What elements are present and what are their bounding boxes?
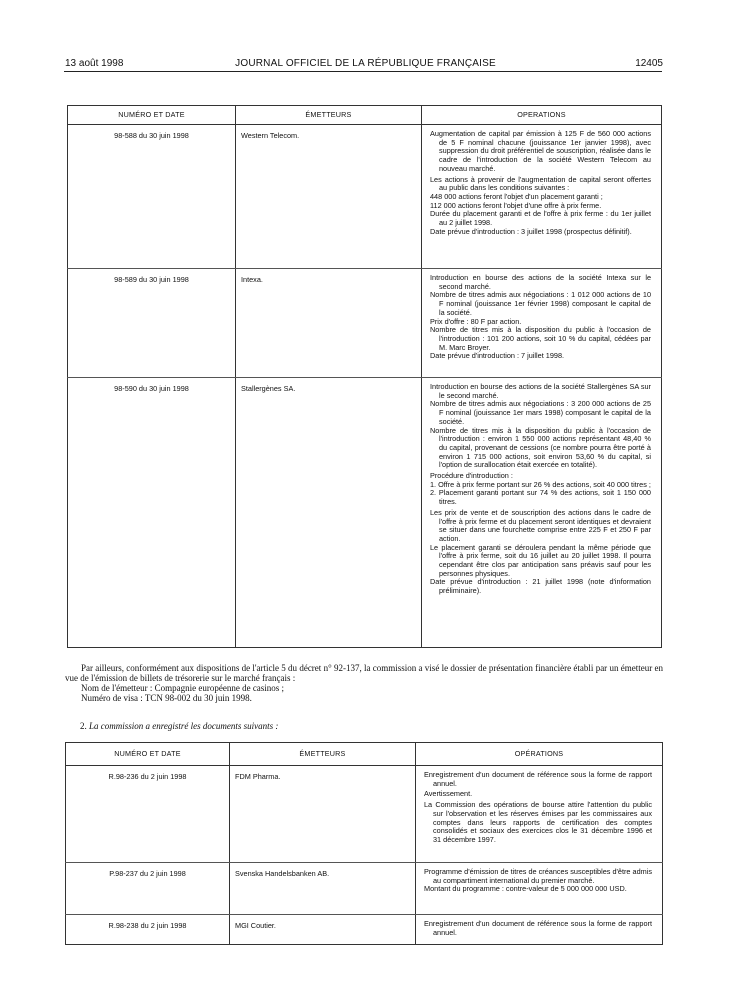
row-operations [416,863,663,915]
op-line: Prix d'offre : 80 F par action. [430,316,522,326]
visas-table [67,105,662,648]
col-operations-header: OPERATIONS [422,106,662,125]
issuer-name-line: Nom de l'émetteur : Compagnie européenne de casinos ; [81,683,285,693]
row-operations [422,378,662,648]
row-issuer: Intexa. [236,269,422,378]
row-number: 98-590 du 30 juin 1998 [68,378,236,648]
op-line: 1. Offre à prix ferme portant sur 26 % des actions, soit 40 000 titres ; [430,479,651,489]
registrations-table [65,742,663,945]
row-number: 98-589 du 30 juin 1998 [68,269,236,378]
paragraph-text: Par ailleurs, conformément aux dispositions de l'article 5 du décret n° 92-137, la commission a visé le dossier de présentation financière établi par un émetteur en vue de l'émission de billets de trésorerie sur le marché français : [65,663,663,683]
op-line: 112 000 actions feront l'objet d'une offre à prix ferme. [430,200,602,210]
row-issuer: MGI Coutier. [230,915,416,945]
row-number: 98-588 du 30 juin 1998 [68,125,236,269]
row-operations [422,269,662,378]
row-issuer: FDM Pharma. [230,766,416,863]
op-line: Date prévue d'introduction : 21 juillet 1998 (note d'information préliminaire). [430,577,651,596]
page-number: 12405 [635,58,663,69]
table-row [68,269,662,378]
table-row [66,863,663,915]
op-line: Date prévue d'introduction : 3 juillet 1998 (prospectus définitif). [430,226,632,236]
op-line: Nombre de titres admis aux négociations : 3 200 000 actions de 25 F nominal (jouissance 1er mars 1998) composant le capital de la société. [430,399,651,426]
row-operations [422,125,662,269]
col-number-header: NUMÉRO ET DATE [66,743,230,766]
op-line: Avertissement. [424,789,473,799]
section-number: 2. [80,721,87,731]
op-line: Augmentation de capital par émission à 125 F de 560 000 actions de 5 F nominal chacune (jouissance 1er janvier 1998), avec suppression du droit préférentiel de souscription, réalisée dans le cadre de l'introduction de la société Western Telecom au nouveau marché. [430,129,651,173]
col-issuer-header: ÉMETTEURS [230,743,416,766]
row-issuer: Western Telecom. [236,125,422,269]
op-line: Durée du placement garanti et de l'offre à prix ferme : du 1er juillet au 2 juillet 1998. [430,209,651,228]
op-line: Montant du programme : contre-valeur de 5 000 000 000 USD. [424,884,627,894]
table-header [66,743,663,766]
op-line: Enregistrement d'un document de référence sous la forme de rapport annuel. [424,919,652,937]
col-issuer-header: ÉMETTEURS [236,106,422,125]
table-row [66,766,663,863]
op-line: Enregistrement d'un document de référence sous la forme de rapport annuel. [424,770,652,788]
visa-number-line: Numéro de visa : TCN 98-002 du 30 juin 1998. [81,693,252,703]
row-issuer: Stallergènes SA. [236,378,422,648]
op-line: Introduction en bourse des actions de la société Intexa sur le second marché. [430,273,651,291]
row-operations [416,915,663,945]
op-line: Programme d'émission de titres de créances susceptibles d'être admis au compartiment international du premier marché. [424,867,652,885]
op-line: Les actions à provenir de l'augmentation de capital seront offertes au public dans les conditions suivantes : [430,174,651,193]
row-number: P.98-237 du 2 juin 1998 [66,863,230,915]
header-date: 13 août 1998 [65,58,124,69]
row-operations [416,766,663,863]
table-header [68,106,662,125]
op-line: Date prévue d'introduction : 7 juillet 1998. [430,351,565,361]
op-line: Le placement garanti se déroulera pendant la même période que l'offre à prix ferme, soit du 16 juillet au 20 juillet 1998. Il pourra cependant être clos par anticipation sans préavis sauf pour les personnes physiques. [430,542,651,578]
journal-title: JOURNAL OFFICIEL DE LA RÉPUBLIQUE FRANÇAISE [235,58,496,69]
section-heading [80,721,278,731]
row-number: R.98-238 du 2 juin 1998 [66,915,230,945]
op-line: Les prix de vente et de souscription des actions dans le cadre de l'offre à prix ferme et du placement seront identiques et devraient se situer dans une fourchette comprise entre 225 F et 250 F par action. [430,507,651,543]
header-rule [64,71,662,72]
visa-paragraph [65,663,663,703]
row-issuer: Svenska Handelsbanken AB. [230,863,416,915]
table-row [68,378,662,648]
op-line: Nombre de titres mis à la disposition du public à l'occasion de l'introduction : 101 200 actions, soit 10 % du capital, cédées par M. Marc Broyer. [430,325,651,352]
col-operations-header: OPÉRATIONS [416,743,663,766]
op-line: 448 000 actions feront l'objet d'un placement garanti ; [430,191,603,201]
table-row [66,915,663,945]
section-title: La commission a enregistré les documents suivants : [89,721,279,731]
op-line: Nombre de titres admis aux négociations : 1 012 000 actions de 10 F nominal (jouissance 1er février 1998) composant le capital de la société. [430,290,651,317]
op-line: 2. Placement garanti portant sur 74 % des actions, soit 1 150 000 titres. [430,488,651,507]
op-line: La Commission des opérations de bourse attire l'attention du public sur l'observation et les réserves émises par les commissaires aux comptes dans leurs rapports de certification des comptes consolidés et sociaux des exercices clos le 31 décembre 1996 et 31 décembre 1997. [424,800,652,844]
row-number: R.98-236 du 2 juin 1998 [66,766,230,863]
op-line: Procédure d'introduction : [430,471,513,481]
op-line: Nombre de titres mis à la disposition du public à l'occasion de l'introduction : environ 1 550 000 actions représentant 48,40 % du capital, provenant de cessions (ce nombre pourra être porté à environ 1 715 000 actions, soit environ 53,60 % du capital, si l'option de surallocation était exercée en totalité). [430,425,651,470]
op-line: Introduction en bourse des actions de la société Stallergènes SA sur le second marché. [430,382,651,400]
col-number-header: NUMÉRO ET DATE [68,106,236,125]
table-row [68,125,662,269]
